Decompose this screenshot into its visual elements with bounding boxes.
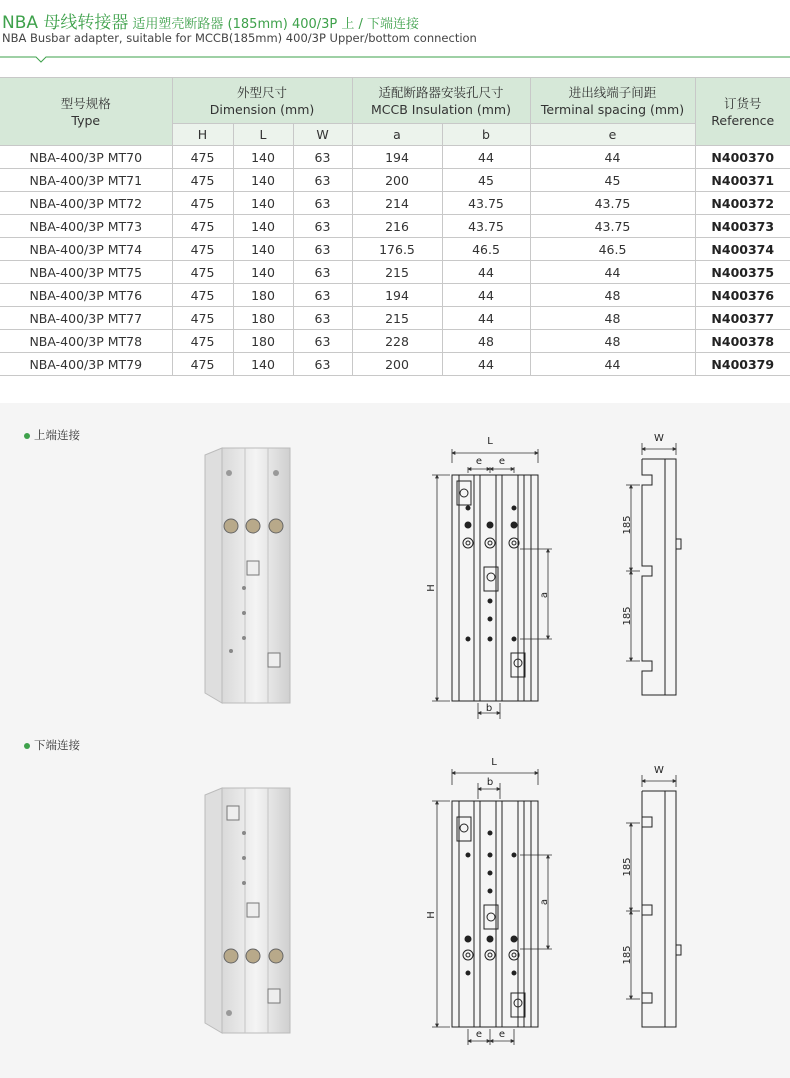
header-w: W xyxy=(293,124,352,146)
table-row xyxy=(0,307,790,330)
cell-h: 475 xyxy=(172,284,233,307)
cell-h: 475 xyxy=(172,192,233,215)
front-view-upper xyxy=(452,475,538,701)
header-dimension: 外型尺寸 Dimension (mm) xyxy=(172,78,352,124)
header-terminal: 进出线端子间距 Terminal spacing (mm) xyxy=(530,78,695,124)
cell-w: 63 xyxy=(293,192,352,215)
side-view-upper-dimensions xyxy=(626,443,676,661)
cell-reference: N400372 xyxy=(695,192,790,215)
table-row xyxy=(0,169,790,192)
cell-reference: N400374 xyxy=(695,238,790,261)
cell-h: 475 xyxy=(172,307,233,330)
drawings-area xyxy=(0,403,790,1078)
cell-b: 44 xyxy=(442,261,530,284)
header-b: b xyxy=(442,124,530,146)
cell-b: 44 xyxy=(442,307,530,330)
title-sub: 适用塑壳断路器 (185mm) 400/3P 上 / 下端连接 xyxy=(132,17,420,32)
page-header xyxy=(0,0,790,70)
cell-l: 140 xyxy=(233,353,293,376)
page-title xyxy=(2,8,419,33)
front-view-upper-dimensions xyxy=(432,449,552,719)
header-l: L xyxy=(233,124,293,146)
front-view-lower-dimensions xyxy=(432,769,552,1045)
dim-label-H: H xyxy=(426,911,437,919)
cell-type: NBA-400/3P MT78 xyxy=(0,330,172,353)
title-main: NBA 母线转接器 xyxy=(2,13,129,33)
cell-h: 475 xyxy=(172,146,233,169)
cell-e: 44 xyxy=(530,353,695,376)
cell-e: 48 xyxy=(530,284,695,307)
cell-a: 214 xyxy=(352,192,442,215)
dim-label-a: a xyxy=(539,591,550,599)
dim-label-e: e xyxy=(498,456,506,467)
side-view-upper-labels xyxy=(622,433,664,626)
table-row xyxy=(0,353,790,376)
spec-table-body xyxy=(0,146,790,376)
header-type: 型号规格 Type xyxy=(0,78,172,146)
cell-type: NBA-400/3P MT77 xyxy=(0,307,172,330)
cell-b: 44 xyxy=(442,284,530,307)
side-view-lower-dimensions xyxy=(626,775,676,999)
cell-a: 194 xyxy=(352,146,442,169)
dim-label-b: b xyxy=(485,703,493,714)
table-row xyxy=(0,146,790,169)
cell-b: 43.75 xyxy=(442,192,530,215)
side-view-lower xyxy=(642,791,681,1027)
cell-reference: N400379 xyxy=(695,353,790,376)
cell-type: NBA-400/3P MT74 xyxy=(0,238,172,261)
cell-a: 215 xyxy=(352,307,442,330)
cell-type: NBA-400/3P MT75 xyxy=(0,261,172,284)
table-row xyxy=(0,192,790,215)
side-view-lower-labels xyxy=(622,765,664,965)
cell-e: 46.5 xyxy=(530,238,695,261)
cell-e: 44 xyxy=(530,146,695,169)
upper-connection-label: 上端连接 xyxy=(24,427,80,443)
cell-reference: N400377 xyxy=(695,307,790,330)
cell-w: 63 xyxy=(293,330,352,353)
cell-reference: N400370 xyxy=(695,146,790,169)
cell-reference: N400378 xyxy=(695,330,790,353)
dim-label-L: L xyxy=(491,757,497,768)
cell-e: 45 xyxy=(530,169,695,192)
cell-l: 180 xyxy=(233,307,293,330)
dim-label-e: e xyxy=(475,456,483,467)
cell-l: 140 xyxy=(233,261,293,284)
cell-type: NBA-400/3P MT70 xyxy=(0,146,172,169)
cell-b: 44 xyxy=(442,146,530,169)
dim-label-L: L xyxy=(487,436,493,447)
cell-e: 43.75 xyxy=(530,192,695,215)
header-h: H xyxy=(172,124,233,146)
dim-label-185: 185 xyxy=(622,606,633,626)
cell-a: 215 xyxy=(352,261,442,284)
dim-label-b: b xyxy=(486,777,494,788)
cell-w: 63 xyxy=(293,169,352,192)
cell-b: 43.75 xyxy=(442,215,530,238)
cell-l: 140 xyxy=(233,146,293,169)
cell-type: NBA-400/3P MT76 xyxy=(0,284,172,307)
cell-h: 475 xyxy=(172,353,233,376)
lower-connection-label: 下端连接 xyxy=(24,737,80,753)
cell-type: NBA-400/3P MT71 xyxy=(0,169,172,192)
cell-type: NBA-400/3P MT72 xyxy=(0,192,172,215)
dim-label-H: H xyxy=(426,584,437,592)
cell-a: 194 xyxy=(352,284,442,307)
cell-b: 44 xyxy=(442,353,530,376)
cell-l: 180 xyxy=(233,330,293,353)
cell-w: 63 xyxy=(293,284,352,307)
cell-w: 63 xyxy=(293,353,352,376)
cell-l: 140 xyxy=(233,192,293,215)
header-mccb: 适配断路器安装孔尺寸 MCCB Insulation (mm) xyxy=(352,78,530,124)
cell-b: 48 xyxy=(442,330,530,353)
dim-label-a: a xyxy=(539,898,550,906)
cell-reference: N400376 xyxy=(695,284,790,307)
spec-table xyxy=(0,77,790,376)
dim-label-e: e xyxy=(498,1029,506,1040)
cell-l: 180 xyxy=(233,284,293,307)
cell-a: 176.5 xyxy=(352,238,442,261)
table-row xyxy=(0,284,790,307)
cell-l: 140 xyxy=(233,169,293,192)
cell-h: 475 xyxy=(172,238,233,261)
cell-e: 43.75 xyxy=(530,215,695,238)
cell-b: 46.5 xyxy=(442,238,530,261)
cell-b: 45 xyxy=(442,169,530,192)
cell-w: 63 xyxy=(293,215,352,238)
front-view-lower xyxy=(452,801,538,1027)
cell-h: 475 xyxy=(172,261,233,284)
cell-type: NBA-400/3P MT73 xyxy=(0,215,172,238)
cell-w: 63 xyxy=(293,238,352,261)
dim-label-W: W xyxy=(654,433,664,444)
cell-reference: N400373 xyxy=(695,215,790,238)
product-photo-upper xyxy=(205,448,290,703)
table-row xyxy=(0,330,790,353)
cell-e: 44 xyxy=(530,261,695,284)
cell-e: 48 xyxy=(530,307,695,330)
dim-label-185: 185 xyxy=(622,945,633,965)
cell-h: 475 xyxy=(172,330,233,353)
cell-a: 200 xyxy=(352,169,442,192)
header-e: e xyxy=(530,124,695,146)
dim-label-e: e xyxy=(475,1029,483,1040)
cell-a: 216 xyxy=(352,215,442,238)
header-reference: 订货号 Reference xyxy=(695,78,790,146)
cell-reference: N400371 xyxy=(695,169,790,192)
cell-l: 140 xyxy=(233,238,293,261)
cell-type: NBA-400/3P MT79 xyxy=(0,353,172,376)
cell-w: 63 xyxy=(293,146,352,169)
cell-w: 63 xyxy=(293,307,352,330)
dim-label-W: W xyxy=(654,765,664,776)
cell-h: 475 xyxy=(172,169,233,192)
dim-label-185: 185 xyxy=(622,515,633,535)
dim-label-185: 185 xyxy=(622,857,633,877)
technical-drawings xyxy=(0,403,790,1078)
cell-w: 63 xyxy=(293,261,352,284)
table-row xyxy=(0,238,790,261)
page-subtitle: NBA Busbar adapter, suitable for MCCB(185mm) 400/3P Upper/bottom connection xyxy=(2,31,477,45)
cell-reference: N400375 xyxy=(695,261,790,284)
table-row xyxy=(0,215,790,238)
cell-l: 140 xyxy=(233,215,293,238)
side-view-upper xyxy=(642,459,681,695)
cell-e: 48 xyxy=(530,330,695,353)
table-header-row xyxy=(0,78,790,124)
header-a: a xyxy=(352,124,442,146)
cell-a: 200 xyxy=(352,353,442,376)
table-row xyxy=(0,261,790,284)
product-photo-lower xyxy=(205,788,290,1033)
cell-h: 475 xyxy=(172,215,233,238)
cell-a: 228 xyxy=(352,330,442,353)
